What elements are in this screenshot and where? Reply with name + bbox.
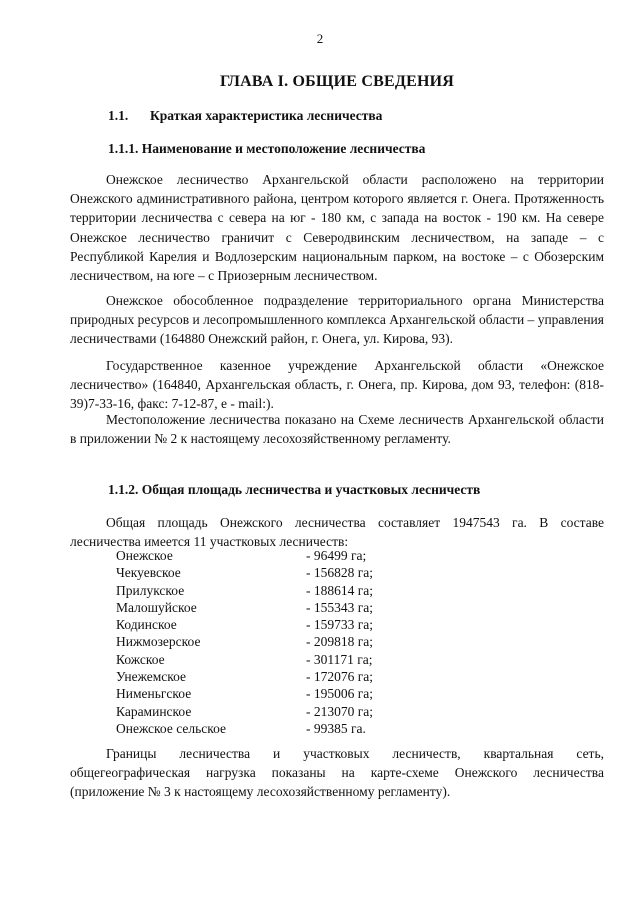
district-name: Нименьгское [116, 686, 192, 702]
district-area: - 301171 га; [306, 651, 373, 667]
list-item [116, 703, 373, 720]
district-name: Кожское [116, 651, 165, 667]
section-heading-1-1-1: 1.1.1. Наименование и местоположение лесничества [108, 141, 426, 156]
section-heading-1-1 [108, 108, 382, 124]
district-name: Онежское [116, 548, 173, 563]
list-item [116, 633, 373, 650]
district-area: - 99385 га. [306, 720, 366, 736]
paragraph-location: Онежское лесничество Архангельской области расположено на территории Онежского административного района, центром которого является г. Онега. Протяженность территории лесничества с севера на юг - 180 км, с запада на восток - 190 км. На севере Онежское лесничество граничит с Северодвинским лесничеством, на западе – с Республикой Карелия и Водлозерским национальным парком, на востоке – с Обозерским лесничеством, на юге – с Приозерным лесничеством. [70, 172, 604, 284]
list-item [116, 547, 373, 564]
paragraph-total-area: Общая площадь Онежского лесничества составляет 1947543 га. В составе лесничества имеется 11 участковых лесничеств: [70, 515, 604, 550]
district-name: Онежское сельское [116, 720, 227, 736]
district-area: - 156828 га; [306, 565, 374, 581]
district-area: - 209818 га; [306, 634, 374, 650]
district-area: - 96499 га; [306, 548, 367, 563]
list-item [116, 599, 373, 616]
district-area: - 159733 га; [306, 617, 374, 633]
list-item [116, 685, 373, 702]
section-number: 1.1. [108, 108, 129, 123]
section-heading-1-1-2: 1.1.2. Общая площадь лесничества и участковых лесничеств [108, 482, 481, 497]
section-title: Краткая характеристика лесничества [150, 108, 383, 123]
district-name: Нижмозерское [116, 634, 201, 650]
list-item [116, 616, 373, 633]
district-area: - 172076 га; [306, 669, 374, 685]
paragraph-scheme: Местоположение лесничества показано на Схеме лесничеств Архангельской области в приложении № 2 к настоящему лесохозяйственному регламенту. [70, 412, 604, 447]
list-item [116, 651, 373, 668]
list-item [116, 582, 373, 599]
district-name: Унежемское [116, 669, 187, 685]
paragraph-boundaries: Границы лесничества и участковых лесничеств, квартальная сеть, общегеографическая нагрузка показаны на карте-схеме Онежского лесничества (приложение № 3 к настоящему лесохозяйственному регламенту). [70, 746, 604, 800]
paragraph-institution: Государственное казенное учреждение Архангельской области «Онежское лесничество» (164840, Архангельская область, г. Онега, пр. Кирова, дом 93, телефон: (818-39)7-33-16, факс: 7-12-87, e - mail:). [70, 358, 604, 412]
list-item [116, 668, 373, 685]
district-area-list [116, 547, 373, 737]
paragraph-subdivision: Онежское обособленное подразделение территориального органа Министерства природных ресурсов и лесопромышленного комплекса Архангельской области – управления лесничествами (164880 Онежский район, г. Онега, ул. Кирова, 93). [70, 293, 604, 347]
district-area: - 213070 га; [306, 703, 374, 719]
list-item [116, 564, 373, 581]
district-area: - 195006 га; [306, 686, 374, 702]
district-name: Кодинское [116, 617, 177, 633]
list-item [116, 720, 373, 737]
district-name: Караминское [116, 703, 192, 719]
district-area: - 188614 га; [306, 582, 374, 598]
district-name: Прилукское [116, 582, 185, 598]
district-name: Чекуевское [116, 565, 181, 581]
chapter-title: ГЛАВА I. ОБЩИЕ СВЕДЕНИЯ [219, 73, 455, 90]
district-name: Малошуйское [116, 599, 197, 615]
district-area: - 155343 га; [306, 599, 374, 615]
page-number: 2 [316, 31, 324, 46]
